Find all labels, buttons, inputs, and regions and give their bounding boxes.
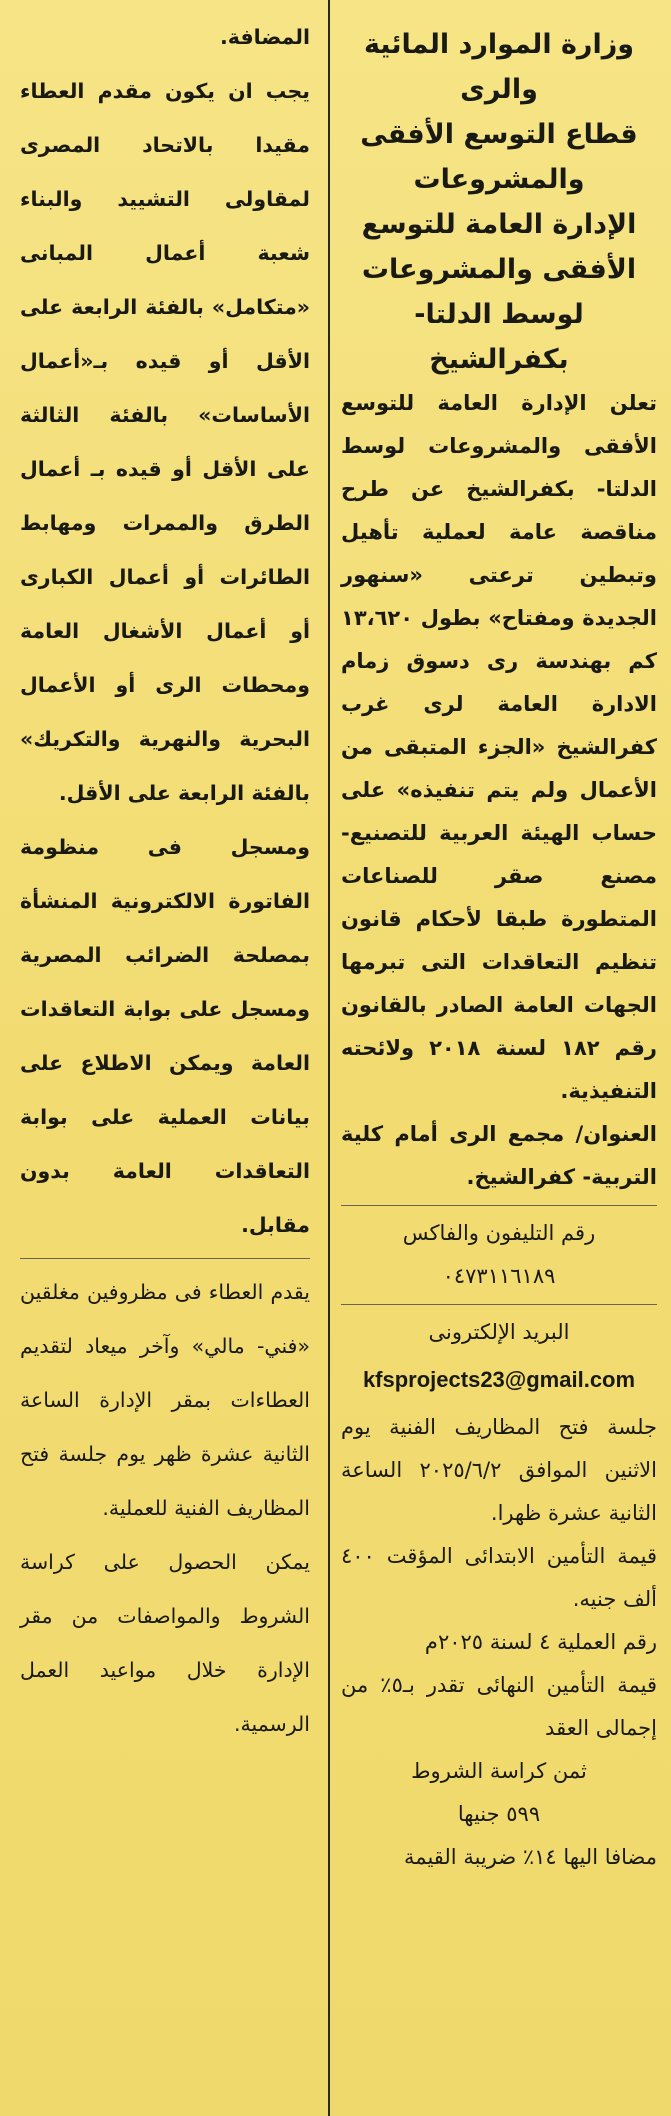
right-column — [333, 0, 671, 2116]
email-address: kfsprojects23@gmail.com — [362, 1367, 636, 1392]
divider-line — [20, 1258, 310, 1259]
ministry-heading: وزارة الموارد المائية والرى — [363, 29, 635, 105]
phone-number: ٠٤٧٣١١٦١٨٩ — [442, 1264, 556, 1288]
sector-heading-2: والمشروعات — [413, 164, 585, 195]
session-text: جلسة فتح المظاريف الفنية يوم الاثنين الموافق ٢٠٢٥/٦/٢ الساعة الثانية عشرة ظهرا. — [341, 1415, 657, 1525]
sector-heading: قطاع التوسع الأفقى — [360, 119, 638, 150]
divider-line — [341, 1205, 657, 1206]
booklet-price: ٥٩٩ جنيها — [457, 1802, 541, 1826]
column-divider — [328, 0, 330, 2116]
directorate-heading-2: الأفقى والمشروعات — [361, 254, 637, 285]
registration-paragraph: ومسجل فى منظومة الفاتورة الالكترونية المنشأة بمصلحة الضرائب المصرية ومسجل على بوابة التعاقدات العامة ويمكن الاطلاع على بيانات العملية على بوابة التعاقدات العامة بدون مقابل. — [20, 835, 310, 1237]
insurance-text: قيمة التأمين الابتدائى المؤقت ٤٠٠ ألف جنيه. — [341, 1544, 657, 1611]
eligibility-paragraph: يجب ان يكون مقدم العطاء مقيدا بالاتحاد المصرى لمقاولى التشييد والبناء شعبة أعمال المبانى «متكامل» بالفئة الرابعة على الأقل أو قيده بـ«أعمال الأساسات» بالفئة الثالثة على الأقل أو قيده بـ أعمال الطرق والممرات ومهابط الطائرات أو أعمال الكبارى أو أعمال الأشغال العامة ومحطات الرى أو الأعمال البحرية والنهرية والتكريك» بالفئة الرابعة على الأقل. — [20, 79, 310, 805]
region-heading: لوسط الدلتا- بكفرالشيخ — [414, 299, 584, 375]
continuation-text: المضافة. — [219, 25, 310, 49]
booklet-paragraph: يمكن الحصول على كراسة الشروط والمواصفات من مقر الإدارة خلال مواعيد العمل الرسمية. — [20, 1550, 310, 1736]
divider-line — [341, 1304, 657, 1305]
email-label: البريد الإلكترونى — [428, 1320, 570, 1344]
final-insurance-text: قيمة التأمين النهائى تقدر بـ٥٪ من إجمالى العقد — [341, 1673, 657, 1740]
operation-number: رقم العملية ٤ لسنة ٢٠٢٥م — [424, 1630, 657, 1654]
left-column — [0, 0, 324, 2116]
address-text: العنوان/ مجمع الرى أمام كلية التربية- كفرالشيخ. — [341, 1122, 657, 1189]
booklet-label: ثمن كراسة الشروط — [411, 1759, 587, 1783]
tax-text: مضافا اليها ١٤٪ ضريبة القيمة — [404, 1845, 657, 1869]
phone-label: رقم التليفون والفاكس — [402, 1221, 596, 1245]
submission-paragraph: يقدم العطاء فى مظروفين مغلقين «فني- مالي» وآخر ميعاد لتقديم العطاءات بمقر الإدارة الساعة الثانية عشرة ظهر يوم جلسة فتح المظاريف الفنية للعملية. — [20, 1280, 310, 1520]
directorate-heading: الإدارة العامة للتوسع — [361, 209, 637, 240]
tender-announcement: تعلن الإدارة العامة للتوسع الأفقى والمشروعات لوسط الدلتا- بكفرالشيخ عن طرح مناقصة عامة لعملية تأهيل وتبطين ترعتى «سنهور الجديدة ومفتاح» بطول ١٣،٦٢٠ كم بهندسة رى دسوق زمام الادارة العامة لرى غرب كفرالشيخ «الجزء المتبقى من الأعمال ولم يتم تنفيذه» على حساب الهيئة العربية للتصنيع- مصنع صقر للصناعات المتطورة طبقا لأحكام قانون تنظيم التعاقدات التى تبرمها الجهات العامة الصادر بالقانون رقم ١٨٢ لسنة ٢٠١٨ ولائحته التنفيذية. — [341, 391, 657, 1103]
